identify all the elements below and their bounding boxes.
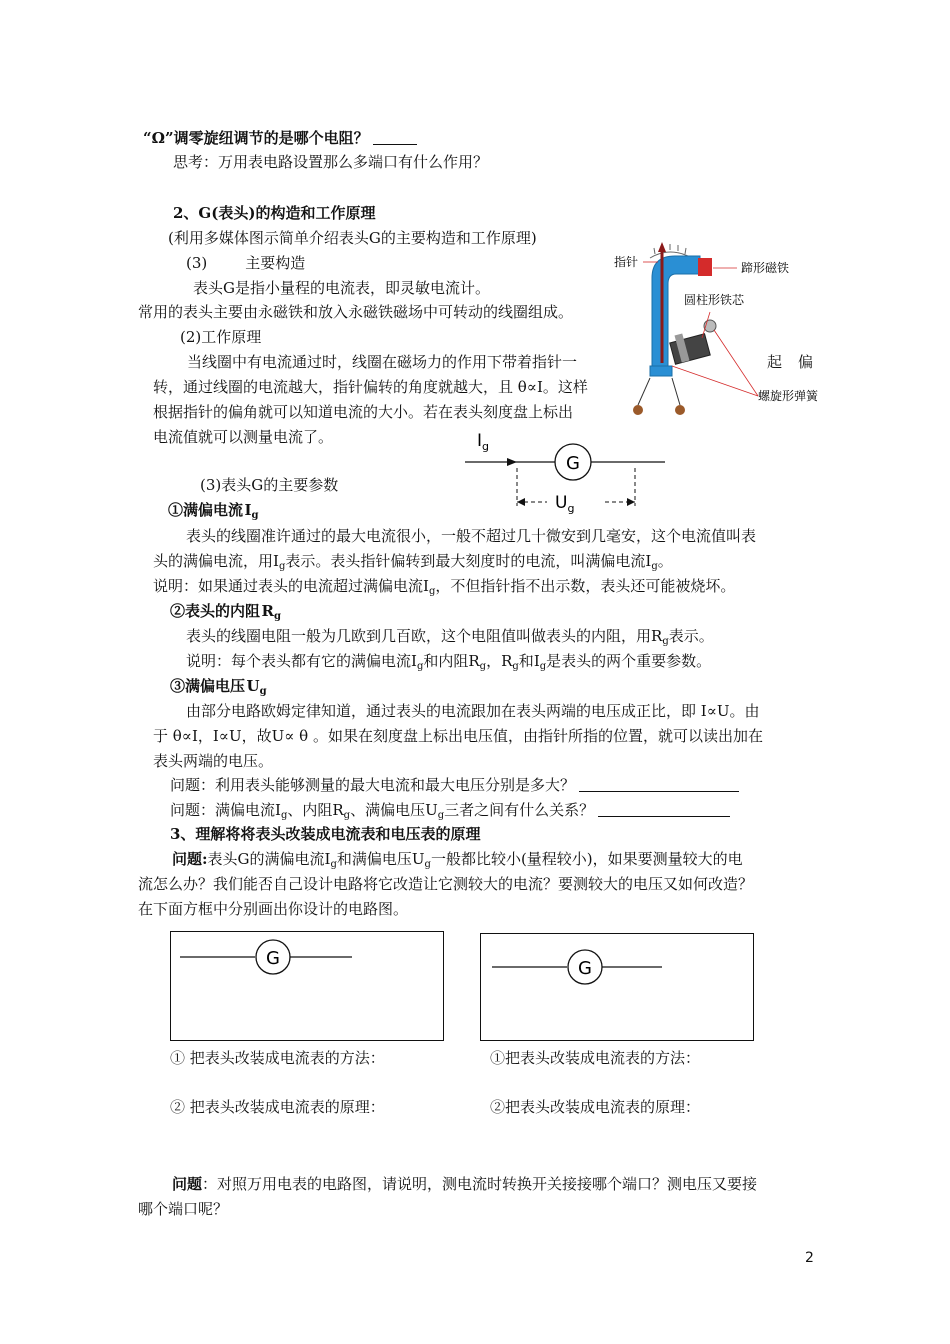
current-arrow-icon xyxy=(507,458,517,466)
principle-line-1: 当线圈中有电流通过时，线圈在磁场力的作用下带着指针一 xyxy=(187,353,578,371)
box-left-method: ① 把表头改装成电流表的方法： xyxy=(170,1049,385,1067)
think-question: 思考：万用表电路设置那么多端口有什么作用？ xyxy=(173,153,489,171)
box-left-galvanometer xyxy=(180,940,355,974)
coil-icon xyxy=(670,320,716,364)
magnet-pole-icon xyxy=(698,258,712,276)
label-core: 圆柱形铁芯 xyxy=(684,293,745,307)
label-pointer: 指针 xyxy=(614,255,639,269)
internal-resistance-note: 说明：每个表头都有它的满偏电流$I_g$和内阻$R_g$，$R_g$和$I_g$是表头的两个重要参数。 xyxy=(186,652,712,672)
box-left-principle: ② 把表头改装成电流表的原理： xyxy=(170,1098,385,1116)
internal-resistance-para: 表头的线圈电阻一般为几欧到几百欧，这个电阻值叫做表头的内阻，用$R_g$表示。 xyxy=(186,627,714,647)
box-right-method: ①把表头改装成电流表的方法： xyxy=(490,1049,701,1067)
full-scale-current-para-2: 头的满偏电流，用$I_g$表示。表头指针偏转到最大刻度时的电流，叫满偏电流$I_g$。 xyxy=(153,552,673,572)
box-right-galvanometer xyxy=(492,950,667,984)
answer-blank[interactable] xyxy=(373,130,417,145)
principle-line-1-pian: 偏 xyxy=(798,353,814,371)
svg-text:G: G xyxy=(566,453,580,474)
full-scale-current-heading: ①满偏电流 $I_g$ xyxy=(168,501,259,521)
full-scale-voltage-heading: ③满偏电压 $U_g$ xyxy=(170,677,267,697)
terminal-icon xyxy=(633,378,685,415)
current-label: $I_g$ xyxy=(477,431,489,453)
full-scale-voltage-para-1: 由部分电路欧姆定律知道，通过表头的电流跟加在表头两端的电压成正比，即 I∝U。由 xyxy=(186,702,760,720)
section3-para-1: 问题:表头G的满偏电流$I_g$和满偏电压$U_g$一般都比较小(量程较小)，如果要测量较大的电 xyxy=(172,850,743,870)
full-scale-voltage-para-2: 于 θ∝I，I∝U，故U∝ θ 。如果在刻度盘上标出电压值，由指针所指的位置，就可以读出加在 xyxy=(153,727,763,745)
question-max-range: 问题：利用表头能够测量的最大电流和最大电压分别是多大？ xyxy=(170,775,739,795)
final-question-line-1: 问题：对照万用电表的电路图，请说明，测电流时转换开关接接哪个端口？测电压又要接 xyxy=(172,1175,758,1193)
final-question-line-2: 哪个端口呢？ xyxy=(138,1200,229,1218)
structure-para-2: 常用的表头主要由永磁铁和放入永磁铁磁场中可转动的线圈组成。 xyxy=(138,303,574,321)
principle-heading: (2)工作原理 xyxy=(180,328,262,346)
section2-intro: (利用多媒体图示简单介绍表头G的主要构造和工作原理) xyxy=(168,229,537,247)
label-magnet: 蹄形磁铁 xyxy=(741,261,790,275)
ohm-zero-question: “Ω”调零旋纽调节的是哪个电阻？ xyxy=(143,128,417,148)
section3-para-3: 在下面方框中分别画出你设计的电路图。 xyxy=(138,900,409,918)
principle-line-3: 根据指针的偏角就可以知道电流的大小。若在表头刻度盘上标出 xyxy=(153,403,574,421)
structure-heading: (3) 主要构造 xyxy=(186,254,306,272)
section3-title: 3、理解将将表头改装成电流表和电压表的原理 xyxy=(170,825,481,843)
label-spring: 螺旋形弹簧 xyxy=(758,389,819,403)
voltage-label: $U_g$ xyxy=(555,493,575,515)
svg-text:G: G xyxy=(578,958,592,979)
galvanometer-figure xyxy=(610,238,825,428)
internal-resistance-heading: ②表头的内阻 $R_g$ xyxy=(170,602,281,622)
box-right-principle: ②把表头改装成电流表的原理： xyxy=(490,1098,701,1116)
principle-line-2: 转，通过线圈的电流越大，指针偏转的角度就越大，且 θ∝I。这样 xyxy=(153,378,588,396)
principle-line-1-qi: 起 xyxy=(767,353,783,371)
structure-para-1: 表头G是指小量程的电流表，即灵敏电流计。 xyxy=(193,279,490,297)
section3-para-2: 流怎么办？我们能否自己设计电路将它改造让它测较大的电流？要测较大的电压又如何改造？ xyxy=(138,875,754,893)
svg-text:G: G xyxy=(266,948,280,969)
full-scale-current-note: 说明：如果通过表头的电流超过满偏电流$I_g$，不但指针指不出示数，表头还可能被烧坏。 xyxy=(153,577,736,597)
full-scale-current-para-1: 表头的线圈准许通过的最大电流很小，一般不超过几十微安到几毫安，这个电流值叫表 xyxy=(186,527,757,545)
question-relation: 问题：满偏电流$I_g$、内阻$R_g$、满偏电压$U_g$三者之间有什么关系？ xyxy=(170,800,730,820)
params-heading: (3)表头G的主要参数 xyxy=(200,476,339,494)
full-scale-voltage-para-3: 表头两端的电压。 xyxy=(153,752,274,770)
page-number: 2 xyxy=(805,1250,814,1266)
principle-line-4: 电流值就可以测量电流了。 xyxy=(153,428,334,446)
section2-title: 2、G(表头)的构造和工作原理 xyxy=(173,204,376,222)
galvanometer-circuit xyxy=(465,428,675,518)
answer-blank[interactable] xyxy=(579,777,739,792)
answer-blank[interactable] xyxy=(598,802,730,817)
